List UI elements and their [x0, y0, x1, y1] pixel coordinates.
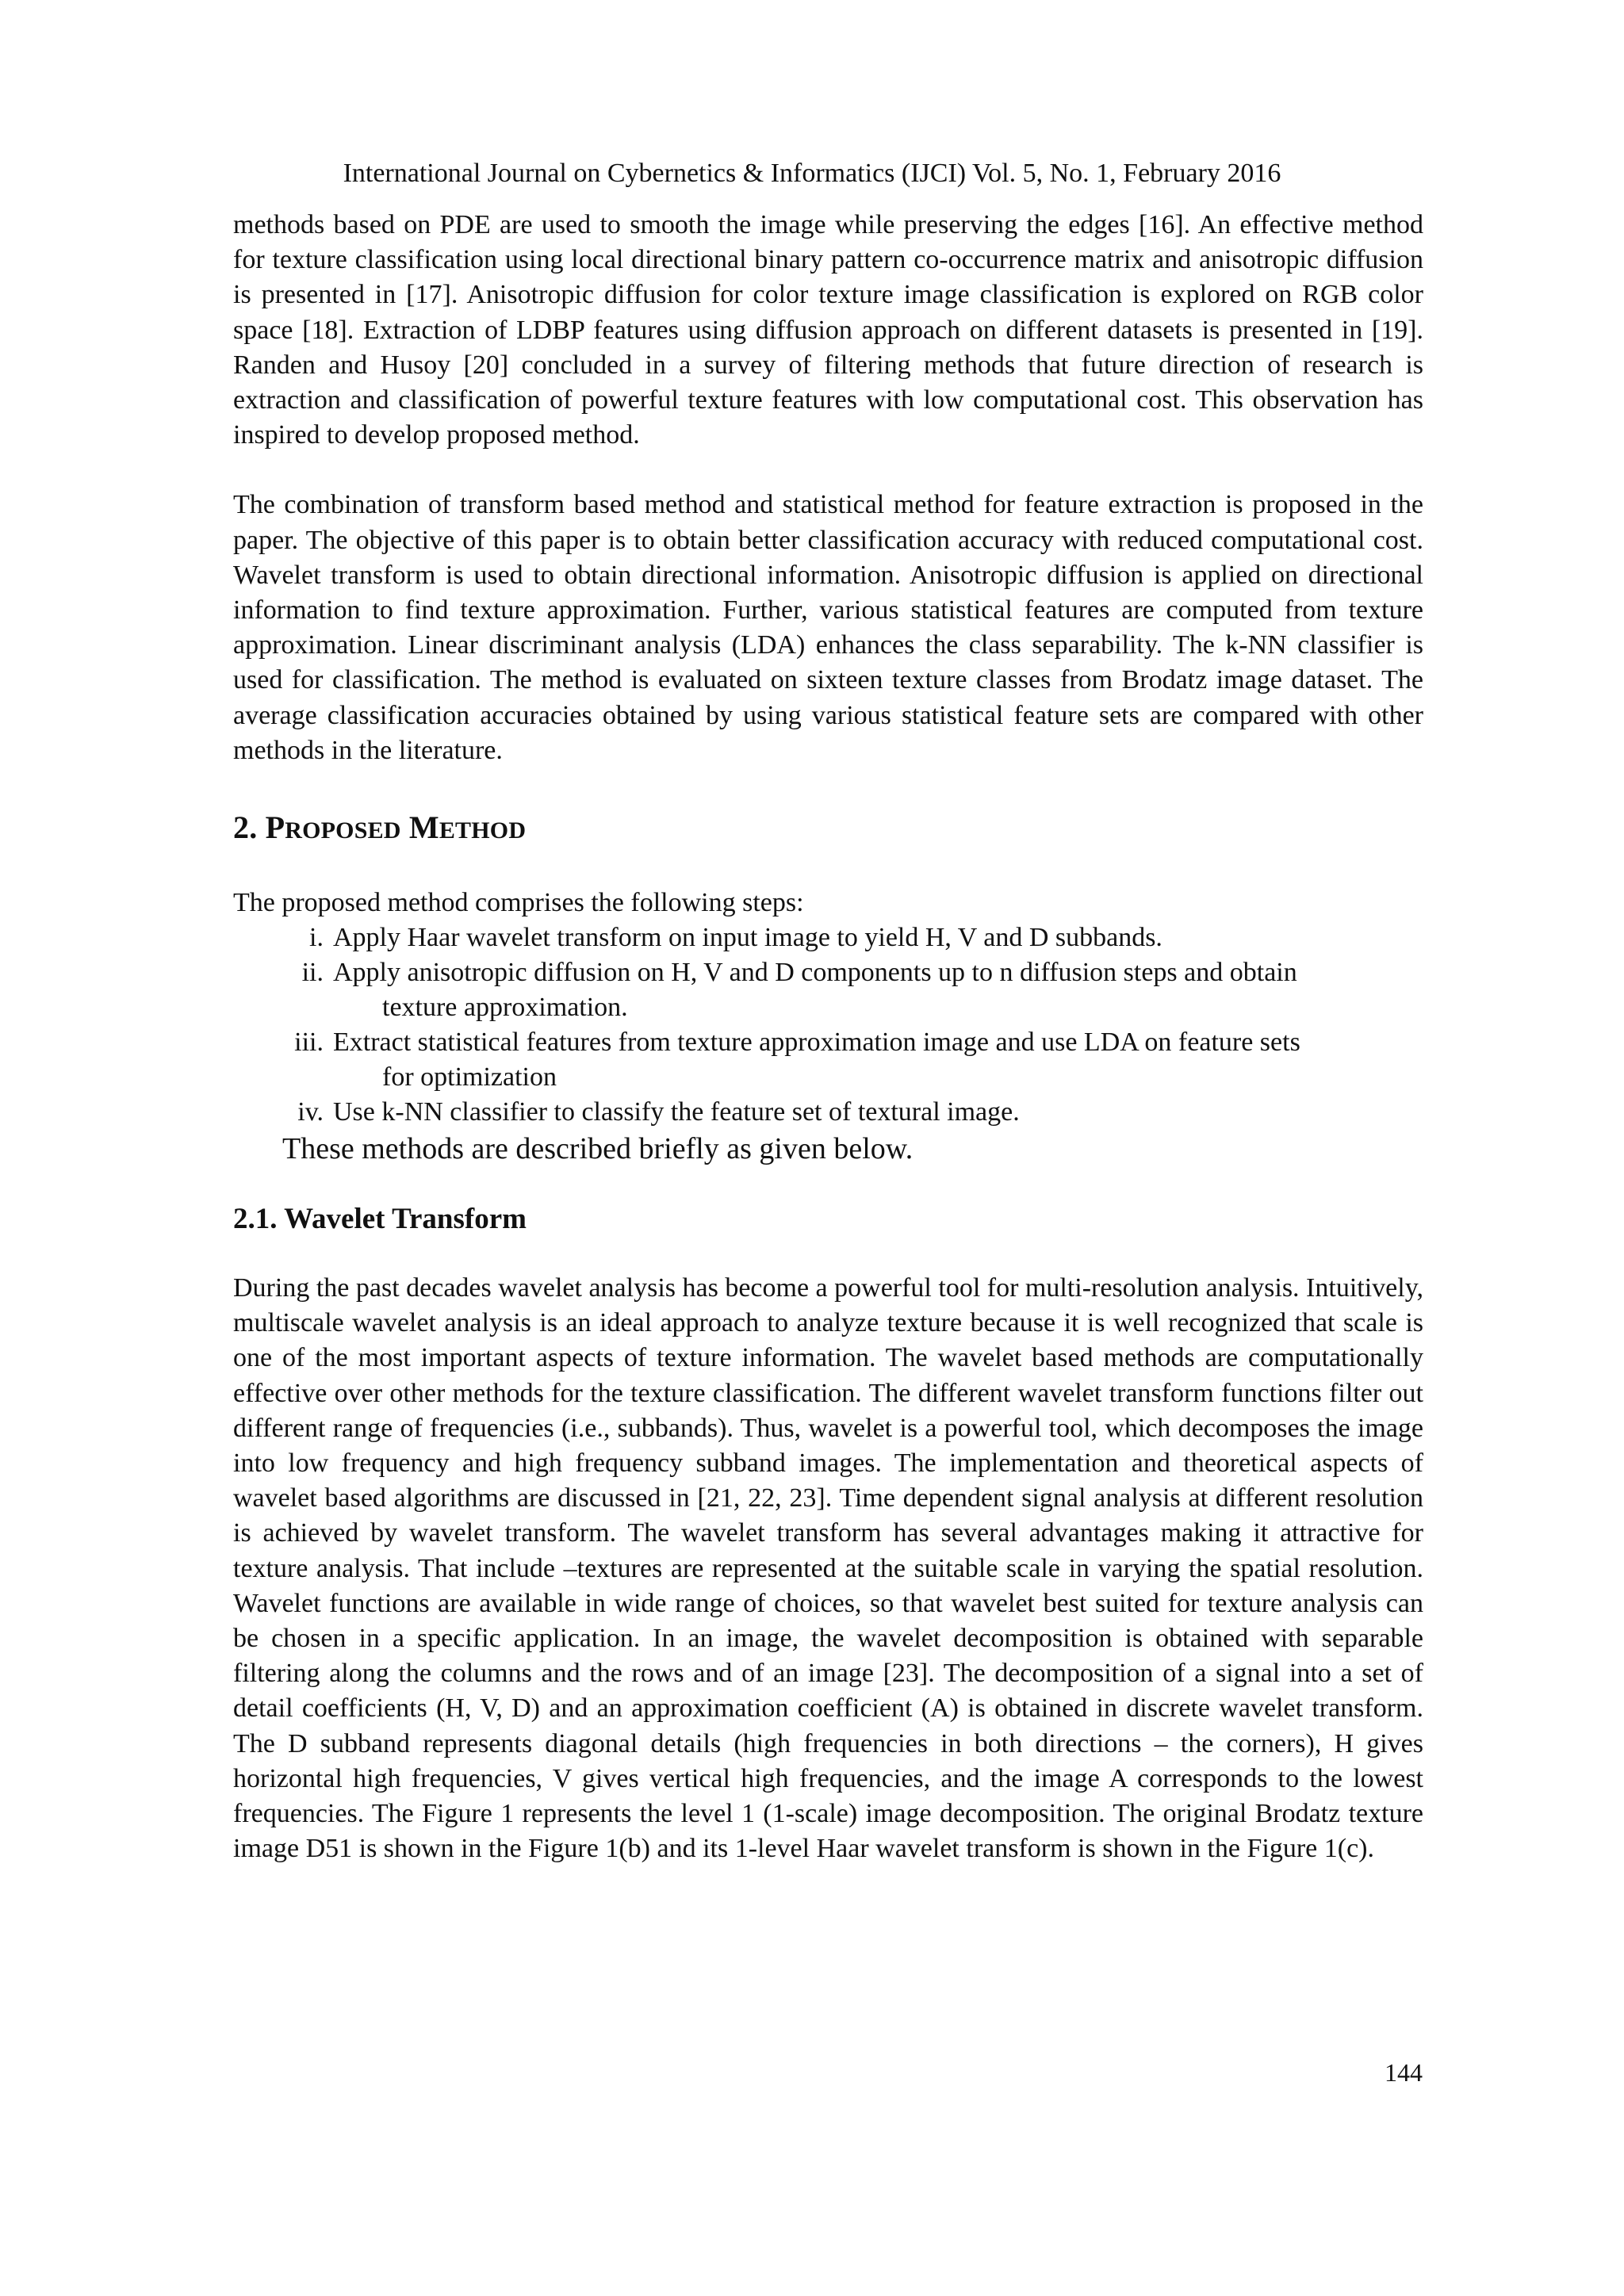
steps-list — [233, 920, 1423, 1130]
list-item-text: Apply Haar wavelet transform on input image to yield H, V and D subbands. — [333, 923, 1162, 953]
section-heading-proposed-method — [233, 808, 1423, 851]
section-number: 2. — [233, 809, 258, 846]
list-item-number: iv. — [297, 1097, 324, 1127]
steps-closing-line: These methods are described briefly as given below. — [282, 1132, 914, 1166]
page-content — [233, 208, 1423, 1867]
list-item — [233, 1025, 1423, 1095]
section-title-initial-1: P — [265, 809, 285, 846]
list-item-text: Use k-NN classifier to classify the feature set of textural image. — [333, 1097, 1020, 1127]
steps-intro: The proposed method comprises the following steps: — [233, 888, 804, 918]
list-item — [233, 920, 1423, 955]
section-title-initial-2: M — [408, 809, 439, 846]
paragraph-related-work: methods based on PDE are used to smooth the image while preserving the edges [16]. An effective method for texture classification using local directional binary pattern co-occurrence matrix and anisotropic diffusion is presented in [17]. Anisotropic diffusion for color texture image classification is explored on RGB color space [18]. Extraction of LDBP features using diffusion approach on different datasets is presented in [19]. Randen and Husoy [20] concluded in a survey of filtering methods that future direction of research is extraction and classification of powerful texture features with low computational cost. This observation has inspired to develop proposed method. — [233, 210, 1423, 450]
list-item-number: ii. — [301, 958, 324, 988]
running-header: International Journal on Cybernetics & Informatics (IJCI) Vol. 5, No. 1, February 2016 — [343, 159, 1281, 188]
list-item-continuation: texture approximation. — [382, 993, 628, 1023]
paragraph-proposal-summary: The combination of transform based method and statistical method for feature extraction is proposed in the paper. The objective of this paper is to obtain better classification accuracy with reduced computational cost. Wavelet transform is used to obtain directional information. Anisotropic diffusion is applied on directional information to find texture approximation. Further, various statistical features are computed from texture approximation. Linear discriminant analysis (LDA) enhances the class separability. The k-NN classifier is used for classification. The method is evaluated on sixteen texture classes from Brodatz image dataset. The average classification accuracies obtained by using various statistical feature sets are compared with other methods in the literature. — [233, 490, 1423, 765]
section-spacer — [233, 768, 1423, 808]
section-spacer — [233, 851, 1423, 886]
list-item-number: i. — [309, 923, 324, 953]
subsection-heading-wavelet-transform: 2.1. Wavelet Transform — [233, 1203, 527, 1236]
page-number: 144 — [1385, 2058, 1423, 2087]
paragraph-wavelet-transform: During the past decades wavelet analysis has become a powerful tool for multi-resolution analysis. Intuitively, multiscale wavelet analysis is an ideal approach to analyze texture because it is well recognized that scale is one of the most important aspects of texture information. The wavelet based methods are computationally effective over other methods for the texture classification. The different wavelet transform functions filter out different range of frequencies (i.e., subbands). Thus, wavelet is a powerful tool, which decomposes the image into low frequency and high frequency subband images. The implementation and theoretical aspects of wavelet based algorithms are discussed in [21, 22, 23]. Time dependent signal analysis at different resolution is achieved by wavelet transform. The wavelet transform has several advantages making it attractive for texture analysis. That include –textures are represented at the suitable scale in varying the spatial resolution. Wavelet functions are available in wide range of choices, so that wavelet best suited for texture analysis can be chosen in a specific application. In an image, the wavelet decomposition is obtained with separable filtering along the columns and the rows and of an image [23]. The decomposition of a signal into a set of detail coefficients (H, V, D) and an approximation coefficient (A) is obtained in discrete wavelet transform. The D subband represents diagonal details (high frequencies in both directions – the corners), H gives horizontal high frequencies, V gives vertical high frequencies, and the image A corresponds to the lowest frequencies. The Figure 1 represents the level 1 (1-scale) image decomposition. The original Brodatz texture image D51 is shown in the Figure 1(b) and its 1-level Haar wavelet transform is shown in the Figure 1(c). — [233, 1273, 1423, 1864]
paragraph-spacer — [233, 453, 1423, 488]
list-item-text: Apply anisotropic diffusion on H, V and D components up to n diffusion steps and obtain — [333, 958, 1297, 988]
list-item-number: iii. — [294, 1027, 324, 1058]
section-title-rest-2: ETHOD — [439, 817, 527, 844]
section-spacer — [233, 1168, 1423, 1201]
list-item-text: Extract statistical features from texture approximation image and use LDA on feature sets — [333, 1027, 1300, 1058]
list-item — [233, 1095, 1423, 1130]
section-title-rest-1: ROPOSED — [285, 817, 401, 844]
list-item-continuation: for optimization — [382, 1062, 557, 1093]
list-item — [233, 955, 1423, 1025]
section-spacer — [233, 1238, 1423, 1271]
